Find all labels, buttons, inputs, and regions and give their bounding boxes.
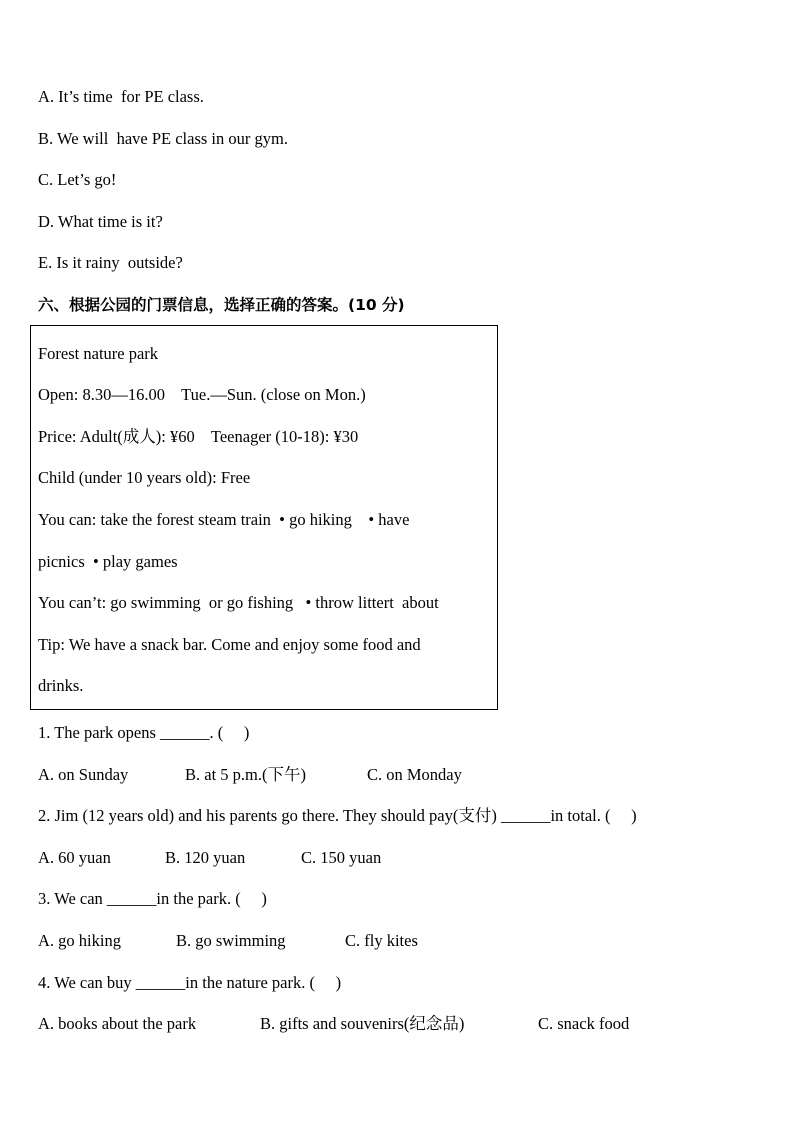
question-2-option-b: B. 120 yuan <box>165 848 246 867</box>
question-1-option-a: A. on Sunday <box>38 765 129 784</box>
question-4-option-c: C. snack food <box>538 1014 630 1033</box>
question-3-option-b: B. go swimming <box>176 931 286 950</box>
ticket-price: Price: Adult(成人): ¥60 Teenager (10-18): ¥30 <box>38 427 359 446</box>
ticket-info-box <box>30 325 498 710</box>
question-4-option-b: B. gifts and souvenirs(纪念品) <box>260 1014 465 1033</box>
question-1: 1. The park opens ______. ( ) <box>38 723 250 742</box>
ticket-open-hours: Open: 8.30—16.00 Tue.—Sun. (close on Mon.) <box>38 385 366 404</box>
prev-option-d: D. What time is it? <box>38 212 163 231</box>
ticket-title: Forest nature park <box>38 344 159 363</box>
question-2: 2. Jim (12 years old) and his parents go there. They should pay(支付) ______in total. ( ) <box>38 806 637 825</box>
section-heading: 六、根据公园的门票信息，选择正确的答案。(10 分) <box>38 296 405 314</box>
question-1-option-c: C. on Monday <box>367 765 462 784</box>
ticket-child-price: Child (under 10 years old): Free <box>38 468 251 487</box>
question-4-option-a: A. books about the park <box>38 1014 197 1033</box>
question-3-option-c: C. fly kites <box>345 931 418 950</box>
ticket-tip: Tip: We have a snack bar. Come and enjoy some food and <box>38 635 421 654</box>
prev-option-e: E. Is it rainy outside? <box>38 253 183 272</box>
prev-option-a: A. It’s time for PE class. <box>38 87 204 106</box>
question-2-option-a: A. 60 yuan <box>38 848 111 867</box>
ticket-you-cannot: You can’t: go swimming or go fishing • throw littert about <box>38 593 439 612</box>
ticket-you-can-cont: picnics • play games <box>38 552 178 571</box>
ticket-you-can: You can: take the forest steam train • go hiking • have <box>38 510 410 529</box>
question-2-option-c: C. 150 yuan <box>301 848 382 867</box>
question-4: 4. We can buy ______in the nature park. ( ) <box>38 973 342 992</box>
prev-option-c: C. Let’s go! <box>38 170 117 189</box>
question-3: 3. We can ______in the park. ( ) <box>38 889 267 908</box>
question-3-option-a: A. go hiking <box>38 931 121 950</box>
prev-option-b: B. We will have PE class in our gym. <box>38 129 288 148</box>
ticket-tip-cont: drinks. <box>38 676 84 695</box>
question-1-option-b: B. at 5 p.m.(下午) <box>185 765 306 784</box>
